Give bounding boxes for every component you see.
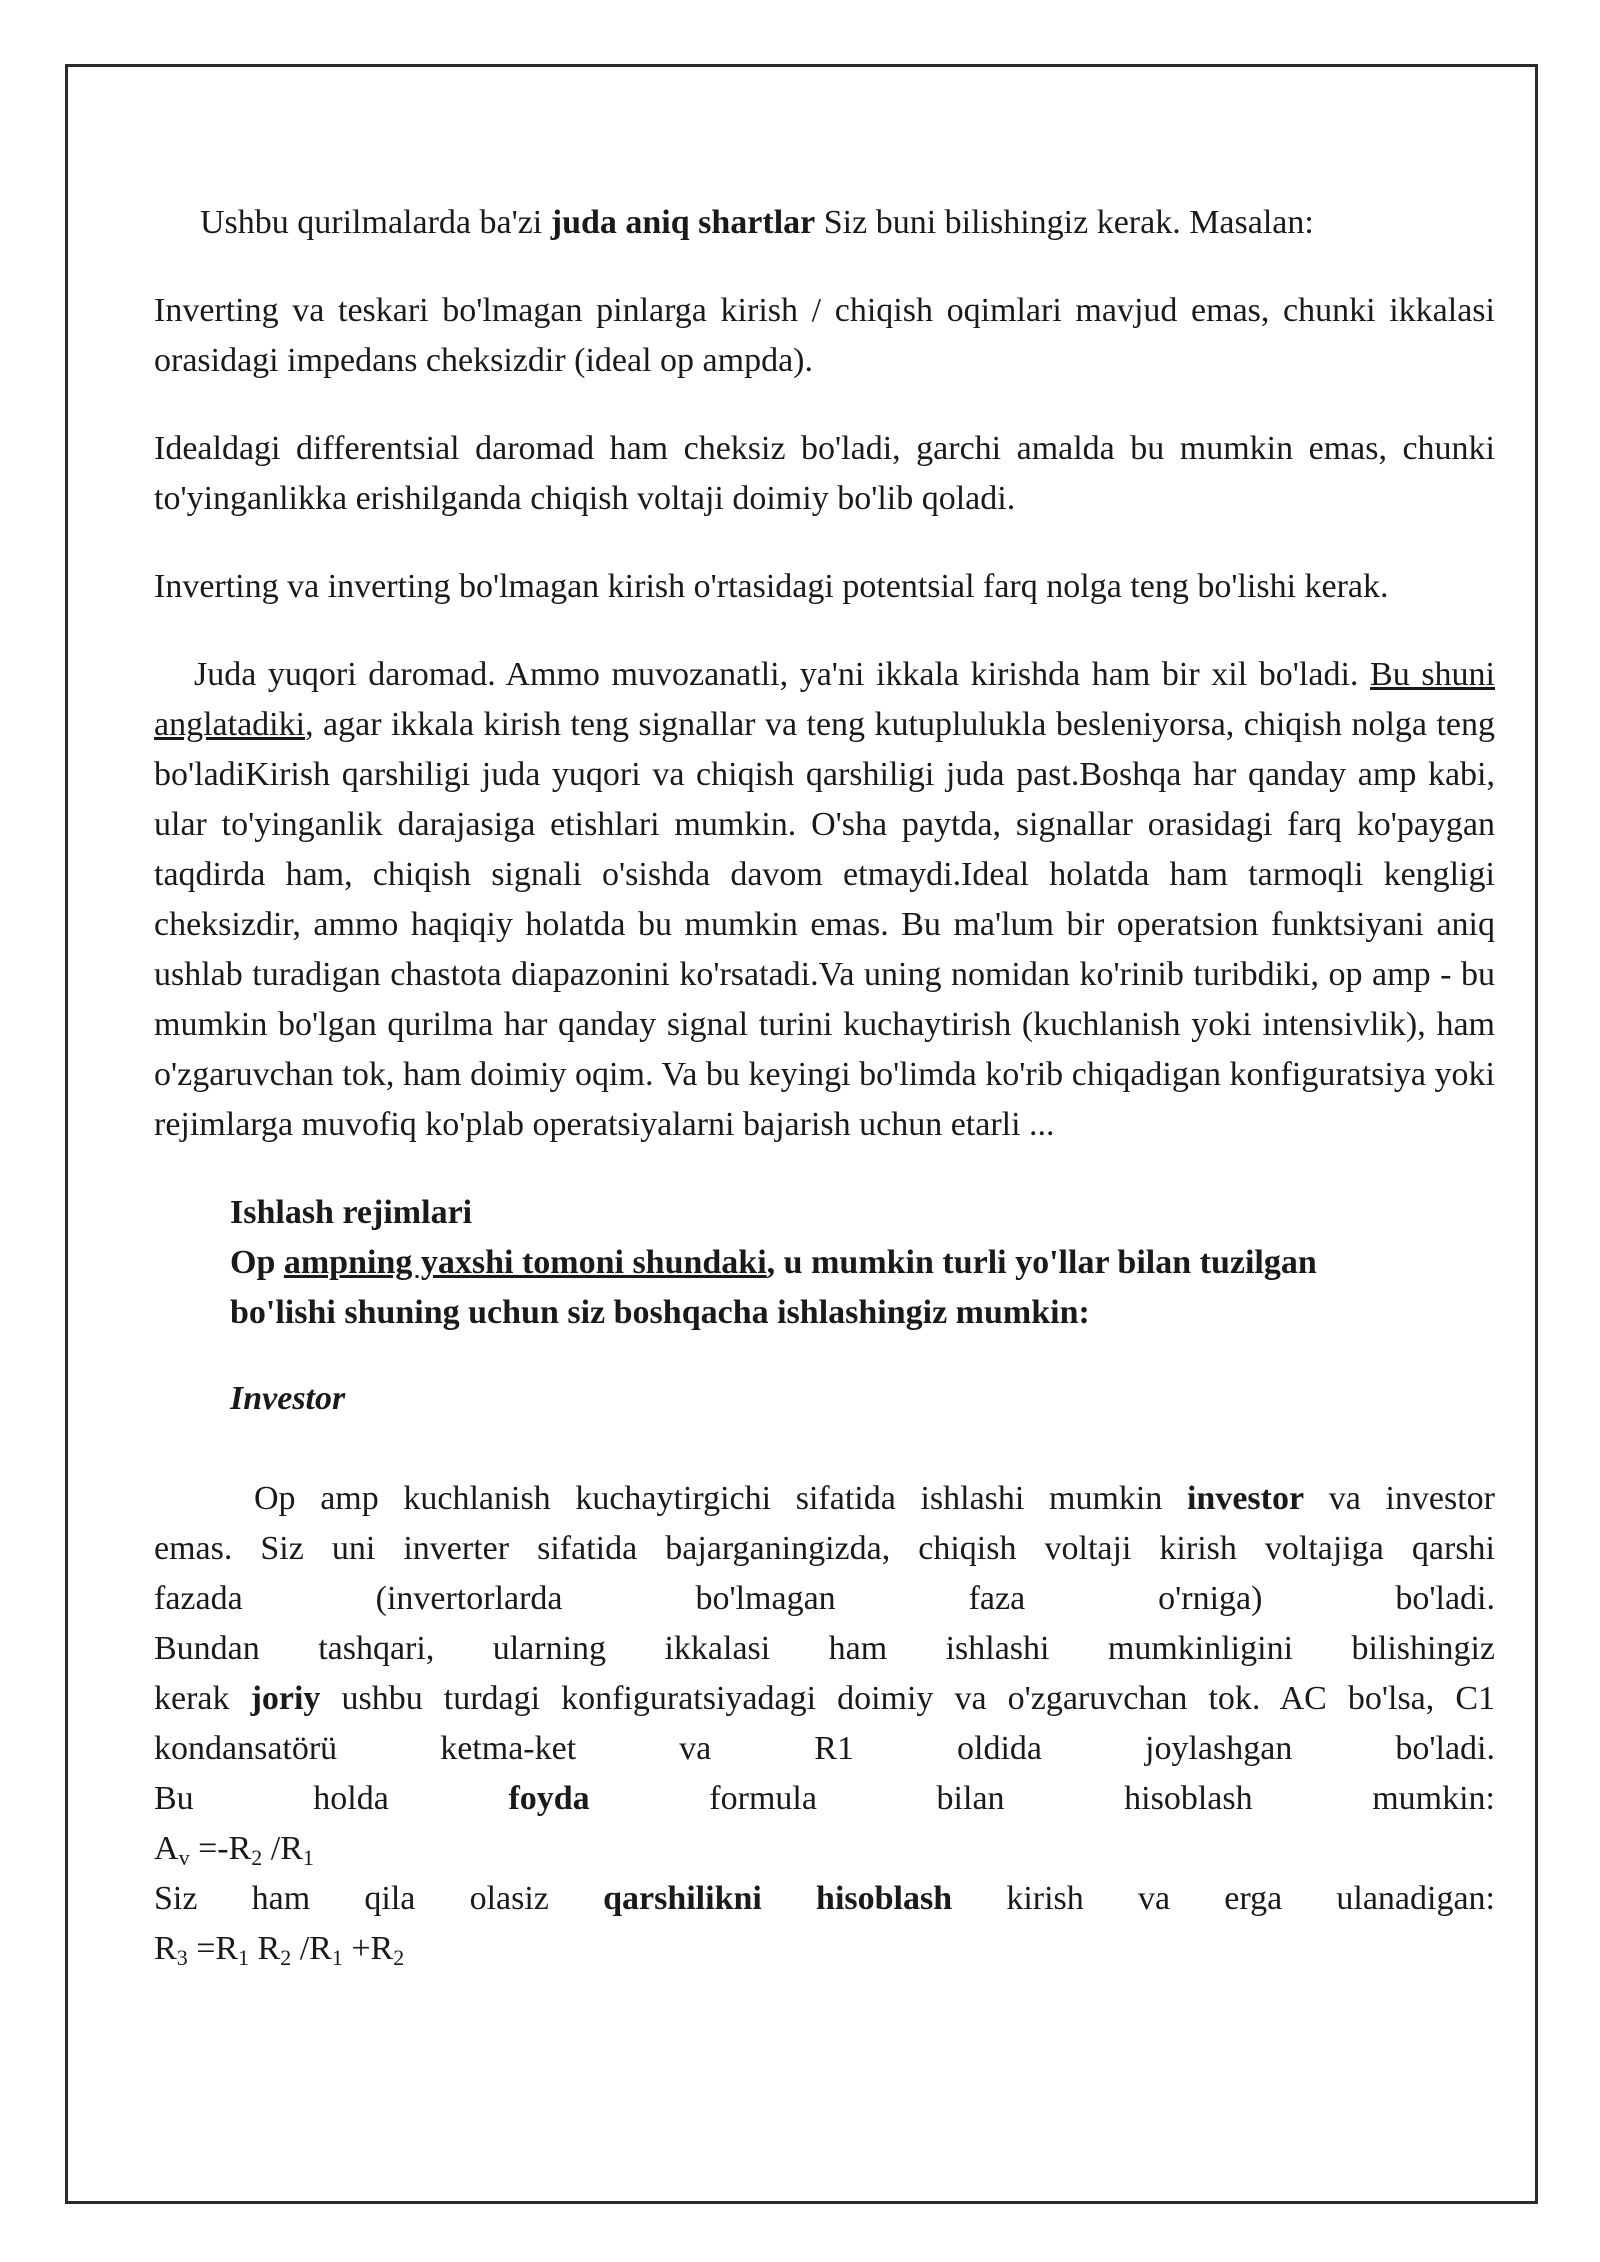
text-line	[154, 1874, 1495, 1924]
text-line	[154, 1674, 1495, 1724]
text: Op	[230, 1244, 284, 1281]
formula-subscript: 1	[238, 1945, 250, 1970]
section-title: Ishlash rejimlari	[230, 1194, 473, 1231]
formula-subscript: 1	[302, 1845, 314, 1870]
formula-subscript: 2	[393, 1945, 405, 1970]
formula-subscript: 1	[331, 1945, 343, 1970]
formula-part: +R	[342, 1930, 394, 1967]
bold-text: foyda	[508, 1780, 590, 1817]
text: kirish va erga ulanadigan:	[952, 1880, 1495, 1917]
bold-text: investor	[1186, 1480, 1305, 1517]
underlined-link-text: Bu shuni anglatadiki	[154, 656, 1495, 743]
text: , u mumkin turli yo'llar bilan tuzilgan	[766, 1244, 1317, 1281]
text: kerak	[154, 1680, 251, 1717]
paragraph-intro	[154, 198, 1495, 248]
text-line: Bundan tashqari, ularning ikkalasi ham ishlashi mumkinligini bilishingiz	[154, 1630, 1495, 1667]
text-line	[154, 1474, 1495, 1524]
text: Juda yuqori daromad. Ammo muvozanatli, ya'ni ikkala kirishda ham bir xil bo'ladi.	[194, 656, 1371, 693]
subheading-investor: Investor	[230, 1380, 346, 1417]
underlined-text: ampning yaxshi tomoni shundaki	[283, 1244, 767, 1281]
text: ushbu turdagi konfiguratsiyadagi doimiy va o'zgaruvchan tok. AC bo'lsa, C1	[320, 1680, 1495, 1717]
text-line: fazada (invertorlarda bo'lmagan faza o'rniga) bo'ladi.	[154, 1580, 1495, 1617]
text: Siz buni bilishingiz kerak. Masalan:	[815, 204, 1314, 241]
formula-part: =-R	[189, 1830, 252, 1867]
text: Siz ham qila olasiz	[154, 1880, 604, 1917]
text: , agar ikkala kirish teng signallar va teng kutuplulukla besleniyorsa, chiqish nolga teng bo'ladiKirish qarshiligi juda yuqori va chiqish qarshiligi juda past.Boshqa har qanday amp kabi, ular to'yinganlik darajasiga etishlari mumkin. O'sha paytda, signallar orasidagi farq ko'paygan taqdirda ham, chiqish signali o'sishda davom etmaydi.Ideal holatda ham tarmoqli kengligi cheksizdir, ammo haqiqiy holatda bu mumkin emas. Bu ma'lum bir operatsion funktsiyani aniq ushlab turadigan chastota diapazonini ko'rsatadi.Va uning nomidan ko'rinib turibdiki, op amp - bu mumkin bo'lgan qurilma har qanday signal turini kuchaytirish (kuchlanish yoki intensivlik), ham o'zgaruvchan tok, ham doimiy oqim. Va bu keyingi bo'limda ko'rib chiqadigan konfiguratsiya yoki rejimlarga muvofiq ko'plab operatsiyalarni bajarish uchun etarli ...	[154, 706, 1495, 1143]
formula-part: /R	[262, 1830, 303, 1867]
formula-part: /R	[291, 1930, 332, 1967]
text-line: emas. Siz uni inverter sifatida bajarganingizda, chiqish voltaji kirish voltajiga qarshi	[154, 1530, 1495, 1567]
text-line: kondansatörü ketma-ket va R1 oldida joylashgan bo'ladi.	[154, 1730, 1495, 1767]
document-body	[154, 198, 1495, 1974]
formula-subscript: v	[178, 1845, 190, 1870]
paragraph-properties	[154, 650, 1495, 1150]
section-lead-line: bo'lishi shuning uchun siz boshqacha ishlashingiz mumkin:	[230, 1294, 1090, 1331]
formula-subscript: 2	[280, 1945, 292, 1970]
gain-formula	[154, 1824, 1495, 1874]
paragraph-currents: Inverting va teskari bo'lmagan pinlarga kirish / chiqish oqimlari mavjud emas, chunki ikkalasi orasidagi impedans cheksizdir (ideal op ampda).	[154, 292, 1495, 379]
paragraph-gain: Idealdagi differentsial daromad ham cheksiz bo'ladi, garchi amalda bu mumkin emas, chunki to'yinganlikka erishilganda chiqish voltaji doimiy bo'lib qoladi.	[154, 430, 1495, 517]
formula-part: A	[154, 1830, 179, 1867]
paragraph-potential: Inverting va inverting bo'lmagan kirish o'rtasidagi potentsial farq nolga teng bo'lishi kerak.	[154, 568, 1389, 605]
text-line	[154, 1774, 1495, 1824]
section-lead-line	[230, 1238, 1495, 1288]
formula-part: R	[249, 1930, 281, 1967]
text: Ushbu qurilmalarda ba'zi	[200, 204, 551, 241]
bold-text: joriy	[250, 1680, 321, 1717]
resistance-formula	[154, 1924, 1495, 1974]
formula-part: R	[154, 1930, 177, 1967]
paragraph-investor	[154, 1474, 1495, 1974]
text: formula bilan hisoblash mumkin:	[589, 1780, 1495, 1817]
text: va investor	[1304, 1480, 1495, 1517]
formula-part: =R	[187, 1930, 239, 1967]
bold-text: qarshilikni hisoblash	[603, 1880, 953, 1917]
bold-text: juda aniq shartlar	[550, 204, 816, 241]
formula-subscript: 3	[176, 1945, 188, 1970]
text: Op amp kuchlanish kuchaytirgichi sifatida ishlashi mumkin	[254, 1480, 1187, 1517]
text: Bu holda	[154, 1780, 509, 1817]
formula-subscript: 2	[251, 1845, 263, 1870]
section-heading	[154, 1188, 1495, 1338]
